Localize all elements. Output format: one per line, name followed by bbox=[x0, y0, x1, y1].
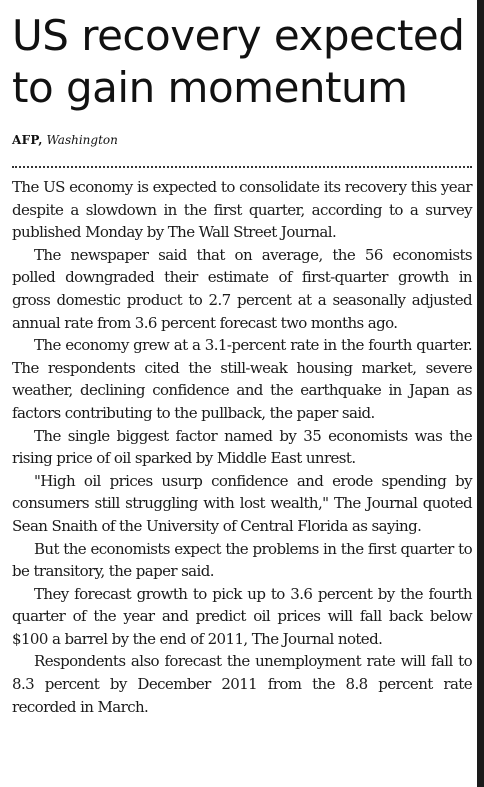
article-body bbox=[12, 176, 472, 718]
paragraph-7: They forecast growth to pick up to 3.6 percent by the fourth quarter of the year and predict oil prices will fall back below $100 a barrel by the end of 2011, The Journal noted. bbox=[12, 584, 472, 648]
paragraph-8: Respondents also forecast the unemployment rate will fall to 8.3 percent by December 2011 from the 8.8 percent rate recorded in March. bbox=[12, 652, 472, 716]
byline-place: Washington bbox=[46, 133, 118, 147]
paragraph-3: The economy grew at a 3.1-percent rate in the fourth quarter. The respondents cited the still-weak housing market, severe weather, declining confidence and the earthquake in Japan as factors contributing to the pullback, the paper said. bbox=[12, 336, 472, 422]
news-article bbox=[12, 0, 472, 787]
column-rule bbox=[477, 0, 484, 787]
separator-rule bbox=[12, 166, 472, 168]
paragraph-4: The single biggest factor named by 35 economists was the rising price of oil sparked by Middle East unrest. bbox=[12, 426, 472, 468]
byline bbox=[12, 133, 118, 147]
headline-line-1: US recovery expected bbox=[12, 11, 465, 60]
paragraph-6: But the economists expect the problems in the first quarter to be transitory, the paper said. bbox=[12, 539, 472, 581]
article-headline bbox=[12, 10, 474, 114]
paragraph-5: "High oil prices usurp confidence and erode spending by consumers still struggling with lost wealth," The Journal quoted Sean Snaith of the University of Central Florida as saying. bbox=[12, 471, 472, 535]
headline-line-2: to gain momentum bbox=[12, 63, 408, 112]
byline-agency: AFP, bbox=[12, 133, 43, 147]
paragraph-2: The newspaper said that on average, the 56 economists polled downgraded their estimate of first-quarter growth in gross domestic product to 2.7 percent at a seasonally adjusted annual rate from 3.6 percent forecast two months ago. bbox=[12, 245, 472, 332]
paragraph-1: The US economy is expected to consolidate its recovery this year despite a slowdown in the first quarter, according to a survey published Monday by The Wall Street Journal. bbox=[12, 178, 472, 242]
